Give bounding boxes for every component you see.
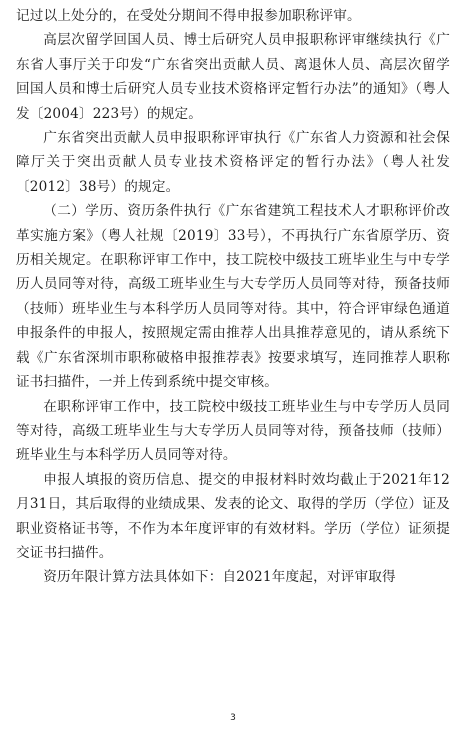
paragraph-qualification-years: 资历年限计算方法具体如下：自2021年度起，对评审取得 (43, 569, 396, 586)
page-number: 3 (230, 713, 236, 723)
paragraph-technical-school-equivalence: 在职称评审工作中，技工院校中级技工班毕业生与中专学历人员同等对待，高级工班毕业生与大专学历人员同等对待，预备技师（技师）班毕业生与本科学历人员同等对待。 (16, 398, 450, 464)
paragraph-outstanding-contributors: 广东省突出贡献人员申报职称评审执行《广东省人力资源和社会保障厅关于突出贡献人员专业技术资格评定的暂行办法》（粤人社发〔2012〕38号）的规定。 (16, 130, 450, 195)
paragraph-overseas-returnees: 高层次留学回国人员、博士后研究人员申报职称评审继续执行《广东省人事厅关于印发“广东省突出贡献人员、离退休人员、高层次留学回国人员和博士后研究人员专业技术资格评定暂行办法”的通知》（粤人发〔2004〕223号）的规定。 (16, 32, 450, 122)
paragraph-deadline: 申报人填报的资历信息、提交的申报材料时效均截止于2021年12月31日，其后取得的业绩成果、发表的论文、取得的学历（学位）证及职业资格证书等，不作为本年度评审的有效材料。学历（学位）证须提交证书扫描件。 (16, 471, 450, 561)
document-body (16, 4, 450, 590)
paragraph-education-qualification: （二）学历、资历条件执行《广东省建筑工程技术人才职称评价改革实施方案》（粤人社规〔2019〕33号），不再执行广东省原学历、资历相关规定。在职称评审工作中，技工院校中级技工班毕业生与中专学历人员同等对待，高级工班毕业生与大专学历人员同等对待，预备技师（技师）班毕业生与本科学历人员同等对待。其中，符合评审绿色通道申报条件的申报人，按照规定需由推荐人出具推荐意见的，请从系统下载《广东省深圳市职称破格申报推荐表》按要求填写，连同推荐人职称证书扫描件，一并上传到系统中提交审核。 (16, 203, 450, 391)
paragraph-continuation: 记过以上处分的，在受处分期间不得申报参加职称评审。 (16, 8, 361, 24)
